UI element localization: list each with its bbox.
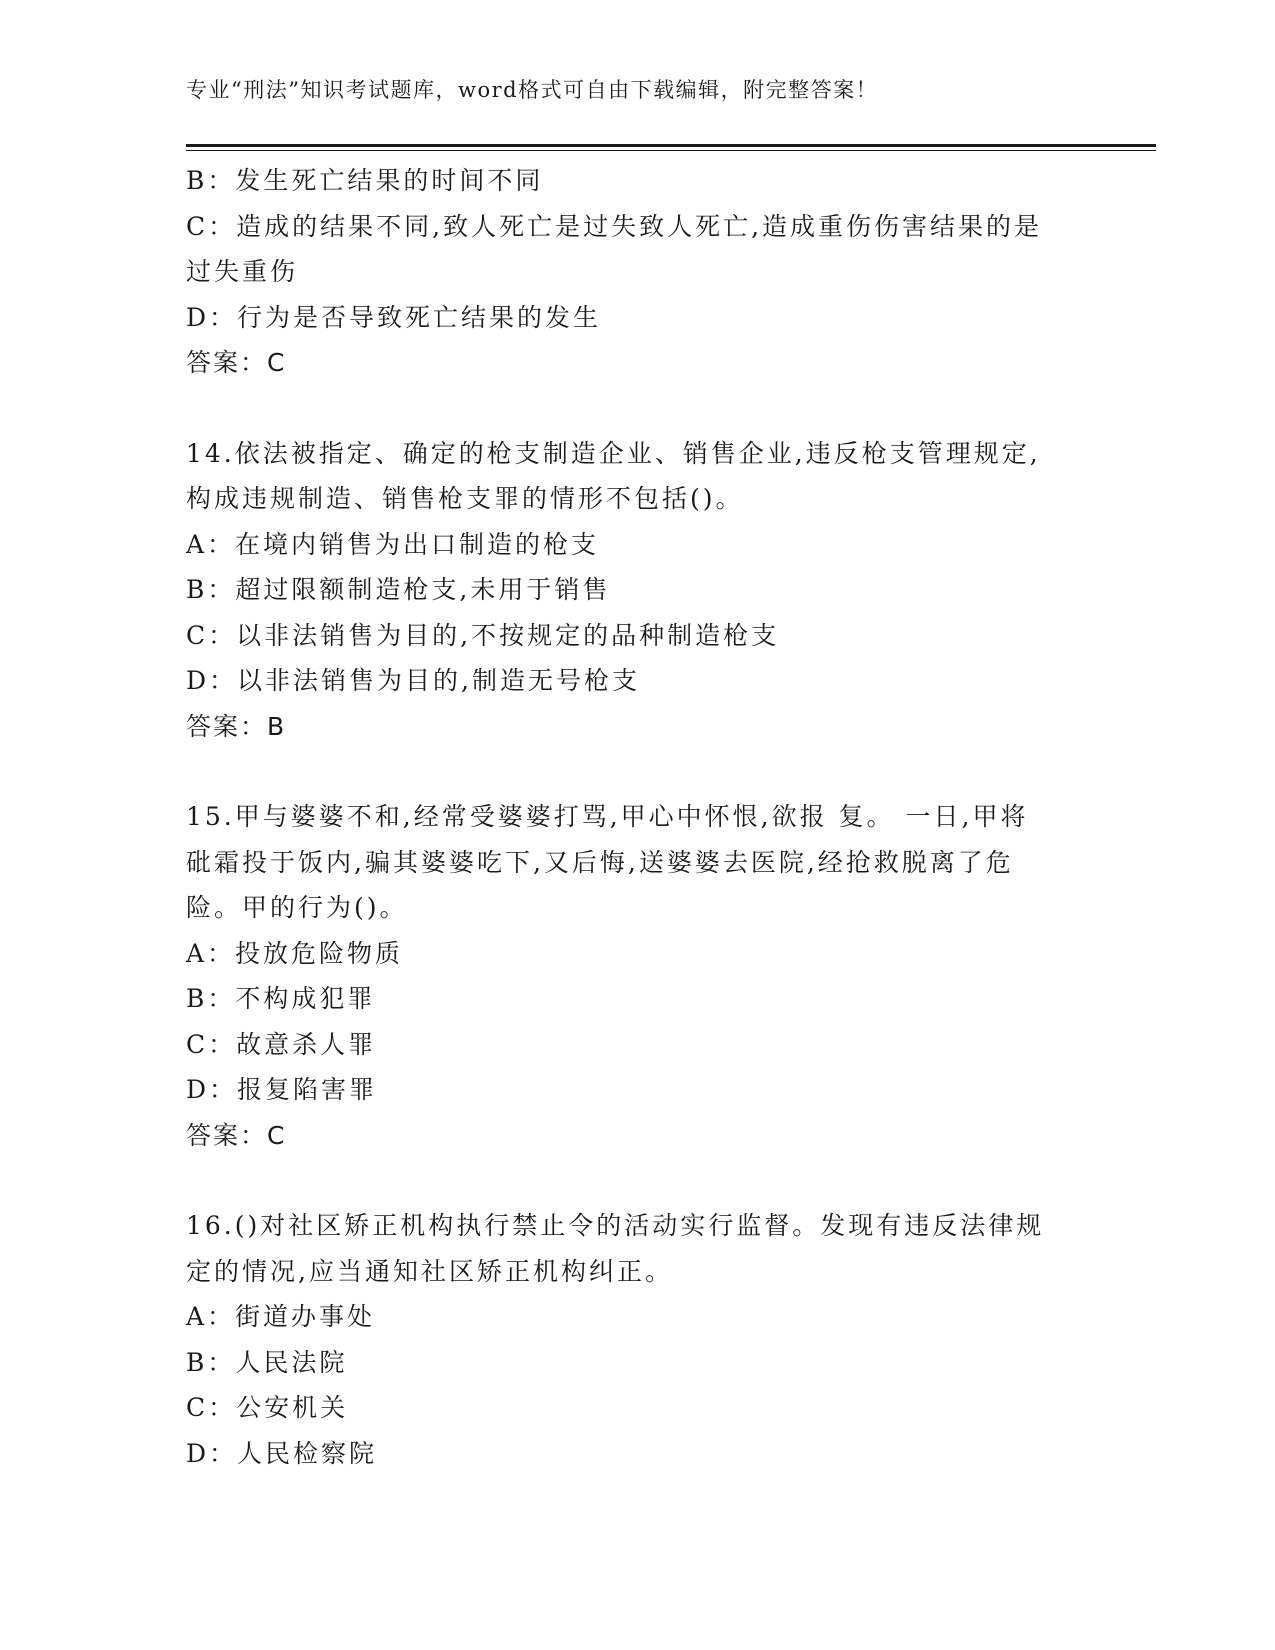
option-d: D：报复陷害罪 <box>186 1075 378 1104</box>
question-16 <box>186 1203 1086 1476</box>
option-a: A：在境内销售为出口制造的枪支 <box>186 529 600 559</box>
answer-line: 答案：C <box>186 1120 287 1150</box>
option-d: D：人民检察院 <box>186 1438 378 1468</box>
option-b: B：不构成犯罪 <box>186 984 376 1013</box>
option-b: B：人民法院 <box>186 1347 348 1377</box>
option-c: C：故意杀人罪 <box>186 1029 377 1059</box>
question-stem-line: 险。甲的行为()。 <box>186 893 408 922</box>
question-stem-line: 15.甲与婆婆不和,经常受婆婆打骂,甲心中怀恨,欲报 复。 一日,甲将 <box>186 802 1029 831</box>
option-a: A：投放危险物质 <box>186 938 404 968</box>
option-c: C：公安机关 <box>186 1393 349 1422</box>
option-c: C：造成的结果不同,致人死亡是过失致人死亡,造成重伤伤害结果的是 <box>186 211 1043 241</box>
question-stem-line: 14.依法被指定、确定的枪支制造企业、销售企业,违反枪支管理规定, <box>186 438 1041 468</box>
option-b: B：发生死亡结果的时间不同 <box>186 166 544 195</box>
answer-line: 答案：C <box>186 348 287 377</box>
header-rule-thick <box>186 144 1156 147</box>
option-d: D：行为是否导致死亡结果的发生 <box>186 302 602 332</box>
option-a: A：街道办事处 <box>186 1302 376 1331</box>
option-c: C：以非法销售为目的,不按规定的品种制造枪支 <box>186 620 780 650</box>
question-stem-line: 构成违规制造、销售枪支罪的情形不包括()。 <box>186 484 744 513</box>
answer-line: 答案：B <box>186 711 287 741</box>
question-stem-line: 砒霜投于饭内,骗其婆婆吃下,又后悔,送婆婆去医院,经抢救脱离了危 <box>186 847 1014 877</box>
question-stem-line: 16.()对社区矫正机构执行禁止令的活动实行监督。发现有违反法律规 <box>186 1211 1045 1240</box>
question-stem-line: 定的情况,应当通知社区矫正机构纠正。 <box>186 1256 673 1286</box>
page-header: 专业“刑法”知识考试题库，word格式可自由下载编辑，附完整答案！ <box>186 78 879 102</box>
header-rule-thin <box>186 150 1156 151</box>
option-d: D：以非法销售为目的,制造无号枪支 <box>186 666 640 695</box>
document-body <box>186 158 1086 1476</box>
question-14 <box>186 431 1086 750</box>
prev-question <box>186 158 1086 386</box>
question-15 <box>186 794 1086 1158</box>
option-b: B：超过限额制造枪支,未用于销售 <box>186 575 611 604</box>
option-c-line2: 过失重伤 <box>186 257 299 286</box>
